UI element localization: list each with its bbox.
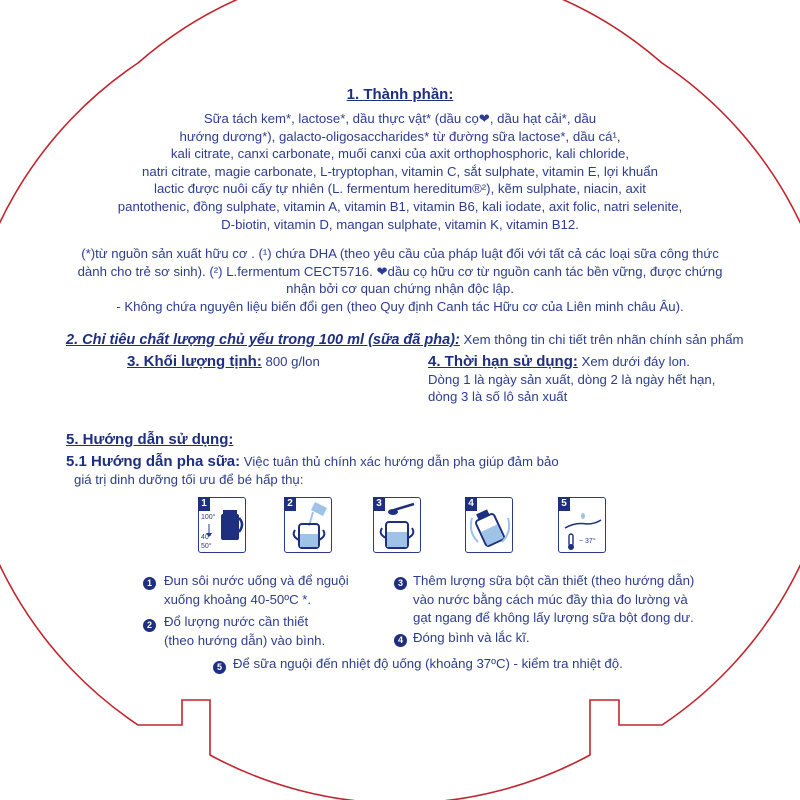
temp-37: ~ 37° (579, 538, 596, 545)
bullet-4-number: 4 (394, 634, 407, 647)
section2 (66, 331, 744, 350)
step2-number: 2 (284, 497, 296, 511)
section4 (428, 353, 715, 406)
step3-pictogram (373, 497, 421, 553)
note-line: dành cho trẻ sơ sinh). (²) L.fermentum CECT5716. ❤dầu cọ hữu cơ từ nguồn canh tác bền vững, được chứng (77, 263, 723, 279)
note-line: - Không chứa nguyên liệu biến đổi gen (theo Quy định Canh tác Hữu cơ của Liên minh châu Âu). (116, 298, 684, 314)
section1-title: 1. Thành phần: (346, 86, 454, 103)
ingredients-line: Sữa tách kem*, lactose*, dầu thực vật* (dầu cọ❤, dầu hạt cải*, dầu (203, 111, 597, 126)
temp-40: 40° (201, 534, 212, 541)
temp-100: 100° (201, 514, 216, 521)
bullet-5-line: Để sữa nguội đến nhiệt độ uống (khoảng 37ºC) - kiểm tra nhiệt độ. (233, 656, 623, 671)
section2-label: 2. Chỉ tiêu chất lượng chủ yếu trong 100 ml (sữa đã pha): (66, 332, 460, 348)
step5-pictogram (558, 497, 606, 553)
bullet-5-number: 5 (213, 661, 226, 674)
step2-pictogram (284, 497, 332, 553)
bullet-1-text (164, 572, 349, 609)
test-temperature-icon (559, 498, 607, 554)
section4-line: dòng 3 là số lô sản xuất (428, 389, 568, 405)
add-powder-icon (374, 498, 422, 554)
section5-sub-text2: giá trị dinh dưỡng tối ưu để bé hấp thụ: (74, 471, 304, 487)
pour-water-icon (285, 498, 333, 554)
bullet-2-line: Đổ lượng nước cần thiết (164, 614, 309, 629)
section5-title: 5. Hướng dẫn sử dụng: (66, 431, 234, 448)
bullet-5-text (233, 655, 623, 674)
section4-text: Xem dưới đáy lon. (577, 354, 690, 369)
note-line: (*)từ nguồn sản xuất hữu cơ . (¹) chứa DHA (theo yêu cầu của pháp luật đối với tất cả các loại sữa công thức (81, 246, 719, 261)
bullet-2-text (164, 613, 325, 650)
bullet-1-line: Đun sôi nước uống và để nguội (164, 573, 349, 588)
step4-pictogram (465, 497, 513, 553)
ingredients-line: lactic được nuôi cấy tự nhiên (L. fermentum hereditum®²), kẽm sulphate, niacin, axit (154, 181, 646, 197)
step1-number: 1 (198, 497, 210, 511)
bullet-3-line: vào nước bằng cách múc đầy thìa đo lường và (413, 591, 688, 607)
step1-pictogram (198, 497, 246, 553)
bullet-3-number: 3 (394, 577, 407, 590)
bullet-3-text (413, 572, 694, 628)
bullet-2-line: (theo hướng dẫn) vào bình. (164, 632, 326, 648)
section2-text: Xem thông tin chi tiết trên nhãn chính sản phẩm (459, 332, 744, 347)
note-line: nhận bởi cơ quan chứng nhận độc lập. (286, 281, 514, 297)
section5-sub-label: 5.1 Hướng dẫn pha sữa: (66, 453, 241, 470)
ingredients-line: D-biotin, vitamin D, mangan sulphate, vitamin K, vitamin B12. (221, 216, 579, 232)
bullet-4-text (413, 629, 530, 648)
ingredients-line: kali citrate, canxi carbonate, muối canxi của axit orthophosphoric, kali chloride, (170, 146, 630, 162)
step4-number: 4 (465, 497, 477, 511)
shake-bottle-icon (466, 498, 514, 554)
section4-label: 4. Thời hạn sử dụng: (428, 353, 578, 370)
notes-block (60, 245, 740, 315)
bullet-2-number: 2 (143, 619, 156, 632)
bullet-1-number: 1 (143, 577, 156, 590)
ingredients-line: pantothenic, đồng sulphate, vitamin A, vitamin B1, vitamin B6, kali iodate, axit folic, natri selenite, (117, 198, 683, 214)
ingredients-line: natri citrate, magie carbonate, L-tryptophan, vitamin C, sắt sulphate, vitamin E, lợi khuẩn (142, 163, 658, 179)
bullet-3-line: gạt ngang để không lấy lượng sữa bột đong dư. (413, 610, 694, 625)
section3 (127, 353, 320, 371)
temp-50: 50° (201, 543, 212, 550)
section5-sub-text: Việc tuân thủ chính xác hướng dẫn pha giúp đảm bảo (240, 454, 559, 469)
section5-sub (66, 453, 559, 488)
ingredients-block (90, 110, 710, 233)
step5-number: 5 (558, 497, 570, 511)
ingredients-line: hướng dương*), galacto-oligosaccharides* từ đường sữa lactose*, dầu cá¹, (179, 128, 621, 144)
section4-line: Dòng 1 là ngày sản xuất, dòng 2 là ngày hết hạn, (428, 371, 716, 387)
section3-label: 3. Khối lượng tịnh: (127, 353, 262, 370)
bullet-1-line: xuống khoảng 40-50ºC *. (164, 591, 312, 607)
section3-text: 800 g/lon (265, 354, 320, 369)
bullet-4-line: Đóng bình và lắc kĩ. (413, 630, 530, 645)
bullet-3-line: Thêm lượng sữa bột cần thiết (theo hướng dẫn) (413, 573, 695, 588)
step3-number: 3 (373, 497, 385, 511)
